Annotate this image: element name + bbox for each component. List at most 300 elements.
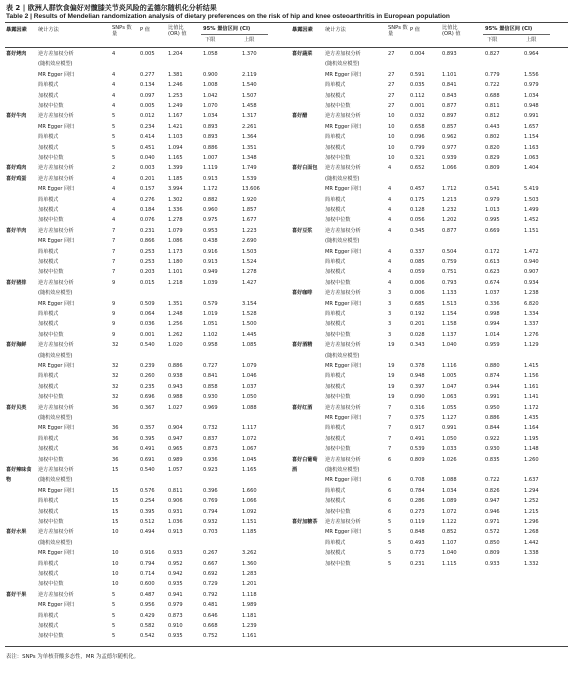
cell-p: 0.652 — [410, 165, 425, 172]
cell-or: 0.504 — [442, 248, 457, 255]
cell-or: 1.278 — [168, 217, 183, 224]
cell-method: 加权模式 — [325, 383, 346, 390]
cell-lo: 0.886 — [203, 144, 218, 151]
cell-p: 0.917 — [410, 425, 425, 432]
table-row — [286, 123, 573, 131]
cell-lo: 0.953 — [203, 227, 218, 234]
cell-snps: 5 — [388, 560, 392, 567]
cell-p: 0.397 — [410, 383, 425, 390]
cell-p: 0.658 — [410, 123, 425, 130]
cell-method: MR Egger 回归 — [325, 71, 362, 78]
cell-hi: 1.920 — [242, 196, 257, 203]
cell-lo: 0.916 — [203, 248, 218, 255]
table-row — [0, 632, 286, 640]
cell-method: 简单模式 — [325, 425, 346, 432]
cell-or: 0.938 — [168, 373, 183, 380]
cell-method: 加权中位数 — [325, 446, 351, 453]
cell-lo: 0.893 — [203, 123, 218, 130]
cell-p: 0.866 — [140, 238, 155, 245]
table-row — [286, 466, 573, 474]
cell-or: 0.991 — [442, 425, 457, 432]
cell-hi: 0.964 — [524, 51, 539, 57]
cell-lo: 0.922 — [485, 435, 500, 442]
cell-cat: 喜好鸡肉 — [6, 165, 27, 172]
cell-snps: 5 — [112, 113, 116, 120]
cell-hi: 1.129 — [524, 342, 539, 349]
cell-p: 0.203 — [140, 269, 155, 276]
cell-snps: 7 — [112, 248, 116, 255]
cell-lo: 0.900 — [203, 71, 218, 78]
cell-snps: 3 — [388, 300, 392, 307]
cell-snps: 15 — [112, 467, 119, 473]
cell-method: 加权中位数 — [325, 279, 351, 286]
cell-or: 1.057 — [168, 467, 183, 473]
cell-method: 加权中位数 — [325, 508, 351, 515]
cell-lo: 0.688 — [485, 92, 500, 99]
table-row — [0, 310, 286, 318]
cell-method: (随机效应模型) — [38, 290, 73, 297]
cell-lo: 1.037 — [485, 290, 500, 297]
cell-lo: 0.837 — [203, 435, 218, 442]
cell-method: 逆方差加权分析 — [325, 456, 361, 463]
cell-p: 0.539 — [410, 446, 425, 453]
cell-lo: 0.646 — [203, 612, 218, 619]
cell-or: 0.942 — [168, 571, 183, 577]
cell-or: 0.977 — [442, 144, 457, 151]
table-row — [0, 549, 286, 557]
cell-snps: 4 — [112, 175, 116, 182]
cell-snps: 7 — [112, 227, 116, 234]
cell-method: (随机效应模型) — [38, 539, 73, 546]
cell-method: MR Egger 回归 — [38, 550, 75, 557]
cell-cat: 喜好贝类 — [6, 404, 27, 411]
cell-snps: 4 — [112, 186, 116, 193]
cell-hi: 1.067 — [242, 446, 257, 453]
cell-or: 1.351 — [168, 300, 183, 307]
cell-method: 加权模式 — [38, 508, 59, 515]
cell-lo: 0.913 — [203, 259, 218, 265]
cell-p: 0.784 — [410, 487, 425, 494]
cell-snps: 10 — [388, 134, 395, 141]
cell-lo: 0.820 — [485, 144, 500, 151]
cell-lo: 1.058 — [203, 51, 218, 57]
cell-p: 0.005 — [140, 51, 155, 57]
table-row — [286, 393, 573, 401]
cell-lo: 0.722 — [485, 82, 500, 89]
cell-hi: 1.524 — [242, 259, 257, 265]
cell-method: 逆方差加权分析 — [325, 519, 361, 525]
cell-hi: 1.276 — [524, 331, 539, 338]
cell-hi: 1.239 — [242, 623, 257, 629]
cell-snps: 4 — [388, 248, 392, 255]
cell-or: 0.913 — [168, 529, 183, 536]
cell-hi: 1.338 — [524, 550, 539, 557]
cell-or: 0.897 — [442, 113, 457, 120]
cell-lo: 0.933 — [485, 560, 500, 567]
cell-p: 0.799 — [410, 144, 425, 151]
cell-lo: 0.950 — [485, 404, 500, 411]
header-category: 暴露因素 — [292, 27, 313, 33]
cell-lo: 1.014 — [485, 331, 500, 338]
cell-p: 0.005 — [140, 103, 155, 109]
cell-snps: 7 — [388, 425, 392, 432]
cell-lo: 0.959 — [485, 342, 500, 349]
cell-hi: 1.141 — [524, 394, 539, 401]
table-row — [0, 92, 286, 100]
cell-p: 0.591 — [410, 71, 425, 78]
cell-snps: 4 — [112, 71, 116, 78]
cell-method: 加权模式 — [38, 321, 59, 328]
cell-lo: 0.998 — [485, 311, 500, 317]
cell-lo: 1.051 — [203, 321, 218, 328]
cell-snps: 27 — [388, 103, 395, 109]
table-row — [286, 164, 573, 172]
cell-p: 0.128 — [410, 207, 425, 213]
header-ci: 95% 置信区间 (CI) — [485, 26, 533, 32]
table-row — [0, 435, 286, 443]
cell-p: 0.395 — [140, 508, 155, 515]
cell-hi: 3.154 — [242, 300, 257, 307]
cell-lo: 0.809 — [485, 550, 500, 557]
cell-p: 0.134 — [140, 82, 155, 89]
cell-snps: 36 — [112, 425, 119, 432]
table-row — [0, 497, 286, 505]
cell-hi: 1.370 — [242, 51, 257, 57]
header-snps: SNPs 数量 — [112, 25, 132, 38]
cell-lo: 0.396 — [203, 487, 218, 494]
cell-hi: 1.195 — [524, 435, 539, 442]
cell-p: 0.337 — [410, 248, 425, 255]
cell-snps: 3 — [388, 321, 392, 328]
cell-lo: 0.267 — [203, 550, 218, 557]
cell-p: 0.512 — [140, 519, 155, 525]
cell-p: 0.451 — [140, 144, 155, 151]
cell-cat: 喜好水果 — [6, 529, 27, 536]
cell-snps: 32 — [112, 363, 119, 369]
table-row — [0, 320, 286, 328]
cell-p: 0.414 — [140, 134, 155, 141]
table-row — [286, 508, 573, 516]
cell-hi: 1.348 — [242, 155, 257, 161]
table-row — [286, 341, 573, 349]
cell-snps: 36 — [112, 446, 119, 453]
cell-p: 0.395 — [140, 435, 155, 442]
cell-p: 0.540 — [140, 467, 155, 473]
cell-or: 0.941 — [168, 591, 183, 598]
cell-p: 0.235 — [140, 383, 155, 390]
cell-lo: 0.873 — [203, 446, 218, 453]
cell-lo: 0.944 — [485, 383, 500, 390]
cell-lo: 0.930 — [203, 394, 218, 401]
cell-hi: 1.215 — [524, 508, 539, 515]
cell-snps: 5 — [388, 529, 392, 536]
cell-snps: 5 — [388, 550, 392, 557]
cell-or: 1.513 — [442, 300, 457, 307]
cell-lo: 0.932 — [203, 519, 218, 525]
cell-or: 0.841 — [442, 82, 457, 89]
cell-snps: 3 — [388, 331, 392, 338]
cell-snps: 10 — [112, 529, 119, 536]
cell-or: 0.935 — [168, 581, 183, 588]
table-row — [286, 352, 573, 360]
cell-hi: 1.163 — [524, 144, 539, 151]
table-row — [0, 372, 286, 380]
cell-or: 0.988 — [168, 394, 183, 401]
cell-hi: 1.351 — [242, 144, 257, 151]
cell-or: 0.910 — [168, 623, 183, 629]
cell-snps: 19 — [388, 383, 395, 390]
cell-or: 0.935 — [168, 633, 183, 640]
cell-or: 1.050 — [442, 435, 457, 442]
table-row — [0, 206, 286, 214]
cell-lo: 0.809 — [485, 165, 500, 172]
cell-hi: 1.154 — [524, 134, 539, 141]
cell-or: 1.336 — [168, 207, 183, 213]
cell-snps: 5 — [112, 623, 116, 629]
table-row — [0, 612, 286, 620]
cell-hi: 1.334 — [524, 311, 539, 317]
cell-snps: 15 — [112, 498, 119, 505]
cell-lo: 1.034 — [203, 113, 218, 120]
cell-method: 逆方差加权分析 — [38, 175, 74, 182]
cell-p: 0.321 — [410, 155, 425, 161]
cell-or: 0.962 — [442, 134, 457, 141]
cell-or: 1.248 — [168, 311, 183, 317]
cell-p: 0.343 — [410, 342, 425, 349]
table-row — [286, 227, 573, 235]
cell-hi: 1.117 — [242, 425, 257, 432]
table-row — [0, 185, 286, 193]
cell-method: 简单模式 — [38, 373, 59, 380]
cell-or: 1.421 — [168, 123, 183, 130]
cell-p: 0.231 — [410, 560, 425, 567]
table-row — [286, 92, 573, 100]
cell-lo: 0.936 — [203, 456, 218, 463]
cell-or: 0.939 — [442, 155, 457, 161]
cell-snps: 9 — [112, 331, 116, 338]
cell-method: 加权中位数 — [325, 155, 351, 161]
cell-p: 0.600 — [140, 581, 155, 588]
cell-lo: 0.991 — [485, 394, 500, 401]
cell-or: 1.005 — [442, 373, 457, 380]
table-row — [286, 216, 573, 224]
table-row — [286, 539, 573, 547]
cell-p: 0.097 — [140, 92, 155, 99]
table-row — [0, 258, 286, 266]
cell-or: 0.877 — [442, 103, 457, 109]
cell-p: 0.916 — [140, 550, 155, 557]
cell-lo: 0.579 — [203, 300, 218, 307]
cell-lo: 0.886 — [485, 415, 500, 421]
cell-method: MR Egger 回归 — [325, 123, 362, 130]
cell-method: (随机效应模型) — [325, 238, 360, 245]
cell-snps: 2 — [112, 165, 116, 172]
cell-p: 0.006 — [410, 290, 425, 297]
cell-hi: 0.948 — [524, 103, 539, 109]
cell-hi: 1.118 — [242, 591, 257, 598]
cell-lo: 1.119 — [203, 165, 218, 172]
cell-hi: 1.156 — [524, 373, 539, 380]
cell-p: 0.015 — [140, 279, 155, 286]
cell-p: 0.004 — [410, 51, 425, 57]
table-row — [0, 279, 286, 287]
cell-method: MR Egger 回归 — [38, 487, 75, 494]
cell-hi: 1.500 — [242, 321, 257, 328]
cell-or: 1.381 — [168, 71, 183, 78]
cell-cat: 喜好蔬菜 — [292, 51, 313, 57]
cell-hi: 1.364 — [242, 134, 257, 141]
table-row — [0, 487, 286, 495]
cell-or: 0.952 — [168, 560, 183, 567]
cell-snps: 19 — [388, 394, 395, 401]
cell-hi: 1.637 — [524, 477, 539, 484]
cell-method: 简单模式 — [38, 435, 59, 442]
cell-hi: 1.540 — [242, 82, 257, 89]
cell-cat: 喜好鸡蛋 — [6, 175, 27, 182]
table-row — [286, 112, 573, 120]
cell-hi: 1.072 — [242, 435, 257, 442]
cell-method: 加权中位数 — [38, 633, 64, 640]
cell-snps: 4 — [388, 207, 392, 213]
cell-p: 0.192 — [410, 311, 425, 317]
cell-p: 0.076 — [140, 217, 155, 224]
table-row — [286, 237, 573, 245]
table-row — [0, 175, 286, 183]
table-row — [286, 289, 573, 297]
cell-snps: 9 — [112, 300, 116, 307]
cell-hi: 1.472 — [524, 248, 539, 255]
cell-method: 逆方差加权分析 — [38, 113, 74, 120]
cell-or: 1.302 — [168, 196, 183, 203]
table-row — [0, 424, 286, 432]
cell-method: 简单模式 — [38, 248, 59, 255]
cell-or: 1.399 — [168, 165, 183, 172]
cell-lo: 1.172 — [203, 186, 218, 193]
cell-method: (随机效应模型) — [325, 175, 360, 182]
cell-hi: 1.201 — [242, 581, 257, 588]
cell-or: 1.249 — [168, 103, 183, 109]
table-row — [0, 341, 286, 349]
cell-method: (随机效应模型) — [38, 415, 73, 421]
cell-or: 0.906 — [168, 498, 183, 505]
cell-or: 1.262 — [168, 331, 183, 338]
cell-p: 0.345 — [410, 227, 425, 234]
table-row — [286, 549, 573, 557]
table-row — [0, 164, 286, 172]
cell-cat: 喜好咖啡 — [292, 290, 313, 297]
cell-snps: 15 — [112, 519, 119, 525]
table-row — [0, 112, 286, 120]
cell-method: 逆方差加权分析 — [38, 227, 74, 234]
cell-snps: 3 — [388, 290, 392, 297]
table-row — [0, 268, 286, 276]
cell-hi: 1.749 — [242, 165, 257, 172]
cell-lo: 0.172 — [485, 248, 500, 255]
cell-p: 0.491 — [140, 446, 155, 453]
table-row — [286, 560, 573, 568]
table-row — [0, 60, 286, 68]
table-row — [286, 279, 573, 287]
table-row — [0, 404, 286, 412]
cell-lo: 0.668 — [203, 623, 218, 629]
cell-snps: 32 — [112, 373, 119, 380]
cell-lo: 0.882 — [203, 196, 218, 203]
cell-p: 0.691 — [140, 456, 155, 463]
table-row — [286, 456, 573, 464]
cell-lo: 1.039 — [203, 279, 218, 286]
cell-cat: 喜好猪排 — [6, 279, 27, 286]
cell-method: 逆方差加权分析 — [38, 279, 74, 286]
header-method: 统计方法 — [38, 27, 59, 33]
cell-hi: 1.165 — [242, 467, 257, 473]
cell-or: 1.101 — [442, 71, 457, 78]
cell-p: 0.157 — [140, 186, 155, 193]
cell-cat: 喜好白面包 — [292, 165, 318, 172]
cell-method: 简单模式 — [38, 498, 59, 505]
cell-or: 1.027 — [168, 404, 183, 411]
cell-p: 0.003 — [140, 165, 155, 172]
cell-snps: 36 — [112, 404, 119, 411]
cell-lo: 0.667 — [203, 560, 218, 567]
cell-lo: 0.841 — [203, 373, 218, 380]
cell-method: MR Egger 回归 — [325, 529, 362, 536]
cell-snps: 9 — [112, 321, 116, 328]
table-row — [0, 248, 286, 256]
cell-method: 逆方差加权分析 — [38, 51, 74, 57]
cell-method: 加权中位数 — [325, 394, 351, 401]
cell-method: MR Egger 回归 — [38, 363, 75, 369]
cell-or: 1.253 — [168, 92, 183, 99]
cell-method: 加权模式 — [325, 207, 346, 213]
header-snps: SNPs 数量 — [388, 25, 408, 38]
cell-snps: 6 — [388, 456, 392, 463]
cell-lo: 0.975 — [203, 217, 218, 224]
cell-lo: 1.102 — [203, 331, 218, 338]
cell-or: 1.036 — [168, 519, 183, 525]
cell-lo: 0.874 — [485, 373, 500, 380]
cell-lo: 0.979 — [485, 196, 500, 203]
cell-method: MR Egger 回归 — [38, 238, 75, 245]
cell-or: 0.989 — [168, 456, 183, 463]
table-row — [0, 216, 286, 224]
cell-snps: 7 — [112, 238, 116, 245]
table-row — [0, 196, 286, 204]
cell-hi: 0.940 — [524, 259, 539, 265]
cell-lo: 0.779 — [485, 71, 500, 78]
cell-cat: 喜好醋 — [292, 113, 308, 120]
cell-p: 0.119 — [410, 519, 425, 525]
cell-method: 加权模式 — [38, 383, 59, 390]
table-row — [0, 383, 286, 391]
cell-cat: 酒 — [292, 467, 298, 473]
cell-cat: 喜好羊肉 — [6, 227, 27, 234]
cell-snps: 32 — [112, 383, 119, 390]
cell-hi: 1.452 — [524, 217, 539, 224]
table-row — [0, 81, 286, 89]
table-row — [286, 362, 573, 370]
cell-or: 0.751 — [442, 269, 457, 276]
cell-hi: 1.252 — [524, 498, 539, 505]
cell-or: 1.122 — [442, 519, 457, 525]
cell-lo: 0.835 — [485, 456, 500, 463]
table-row — [286, 144, 573, 152]
cell-snps: 4 — [112, 82, 116, 89]
cell-method: 简单模式 — [38, 134, 59, 141]
cell-hi: 1.657 — [524, 123, 539, 130]
cell-p: 0.040 — [140, 155, 155, 161]
cell-p: 0.096 — [410, 134, 425, 141]
cell-snps: 6 — [388, 477, 392, 484]
